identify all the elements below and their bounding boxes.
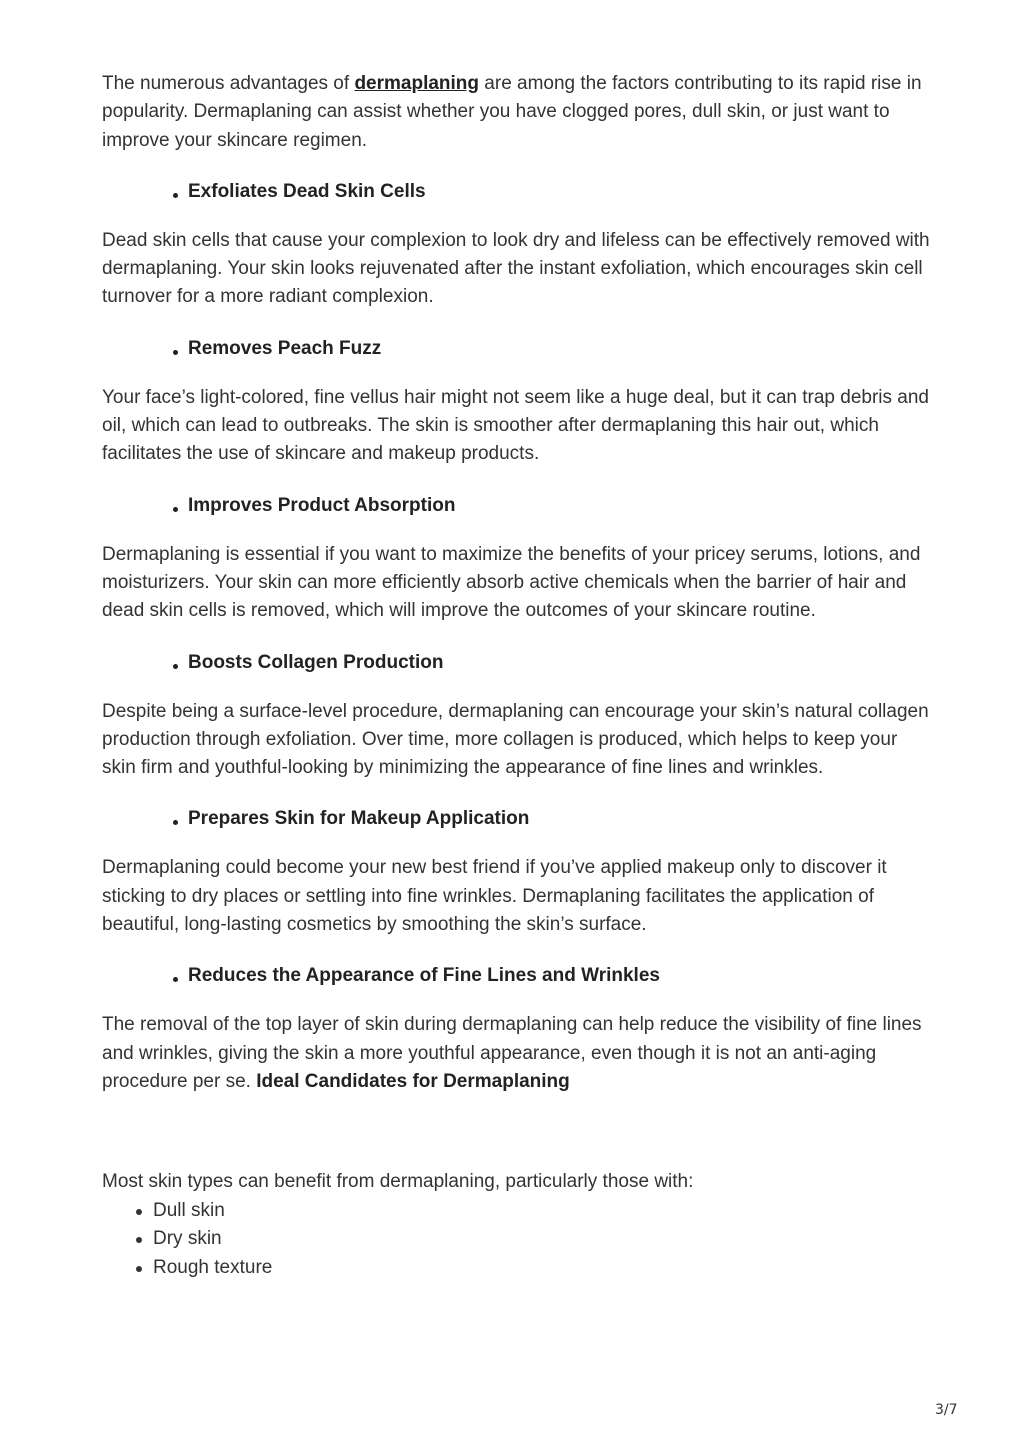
list-item: Rough texture	[153, 1254, 932, 1283]
benefit-body: Despite being a surface-level procedure, dermaplaning can encourage your skin’s natural collagen production through exfoliation. Over time, more collagen is produced, which helps to keep your skin firm and youthful-looking by minimizing the appearance of fine lines and wrinkles.	[102, 700, 929, 779]
intro-text-after: are among the factors contributing to its rapid rise in popularity. Dermaplaning can assist whether you have clogged pores, dull skin, or just want to improve your skincare regimen.	[102, 73, 922, 151]
list-item: Dry skin	[153, 1225, 932, 1254]
dermaplaning-link[interactable]: dermaplaning	[354, 73, 480, 94]
benefit-body: Dermaplaning is essential if you want to maximize the benefits of your pricey serums, lotions, and moisturizers. Your skin can more efficiently absorb active chemicals when the barrier of hair and dead skin cells is removed, which will improve the outcomes of your skincare routine.	[102, 543, 921, 622]
benefit-heading-list	[102, 805, 932, 833]
benefit-heading-list	[102, 649, 932, 677]
benefit-body	[102, 1011, 932, 1096]
intro-text-before: The numerous advantages of	[102, 73, 355, 94]
benefit-body-text: The removal of the top layer of skin during dermaplaning can help reduce the visibility of fine lines and wrinkles, giving the skin a more youthful appearance, even though it is not an anti-aging procedure per se.	[102, 1014, 922, 1092]
candidates-heading: Ideal Candidates for Dermaplaning	[256, 1070, 570, 1092]
candidates-list	[102, 1197, 932, 1283]
benefit-heading: Improves Product Absorption	[188, 492, 932, 520]
benefit-heading: Exfoliates Dead Skin Cells	[188, 178, 932, 206]
document-page	[102, 70, 932, 1282]
benefit-body: Dead skin cells that cause your complexion to look dry and lifeless can be effectively removed with dermaplaning. Your skin looks rejuvenated after the instant exfoliation, which encourages skin cell turnover for a more radiant complexion.	[102, 229, 930, 308]
benefit-heading: Boosts Collagen Production	[188, 649, 932, 677]
page-number: 3/7	[935, 1402, 958, 1418]
benefit-heading-list	[102, 335, 932, 363]
intro-paragraph	[102, 70, 932, 155]
benefit-heading-list	[102, 962, 932, 990]
benefit-body: Dermaplaning could become your new best friend if you’ve applied makeup only to discover it sticking to dry places or settling into fine wrinkles. Dermaplaning facilitates the application of beautiful, long-lasting cosmetics by smoothing the skin’s surface.	[102, 857, 887, 936]
benefit-body: Your face’s light-colored, fine vellus hair might not seem like a huge deal, but it can trap debris and oil, which can lead to outbreaks. The skin is smoother after dermaplaning this hair out, which facilitates the use of skincare and makeup products.	[102, 386, 929, 465]
benefit-heading: Reduces the Appearance of Fine Lines and Wrinkles	[188, 962, 932, 990]
benefit-heading-list	[102, 178, 932, 206]
list-item: Dull skin	[153, 1197, 932, 1226]
benefit-heading-list	[102, 492, 932, 520]
benefit-heading: Prepares Skin for Makeup Application	[188, 805, 932, 833]
benefit-heading: Removes Peach Fuzz	[188, 335, 932, 363]
candidates-intro: Most skin types can benefit from dermaplaning, particularly those with:	[102, 1171, 694, 1193]
